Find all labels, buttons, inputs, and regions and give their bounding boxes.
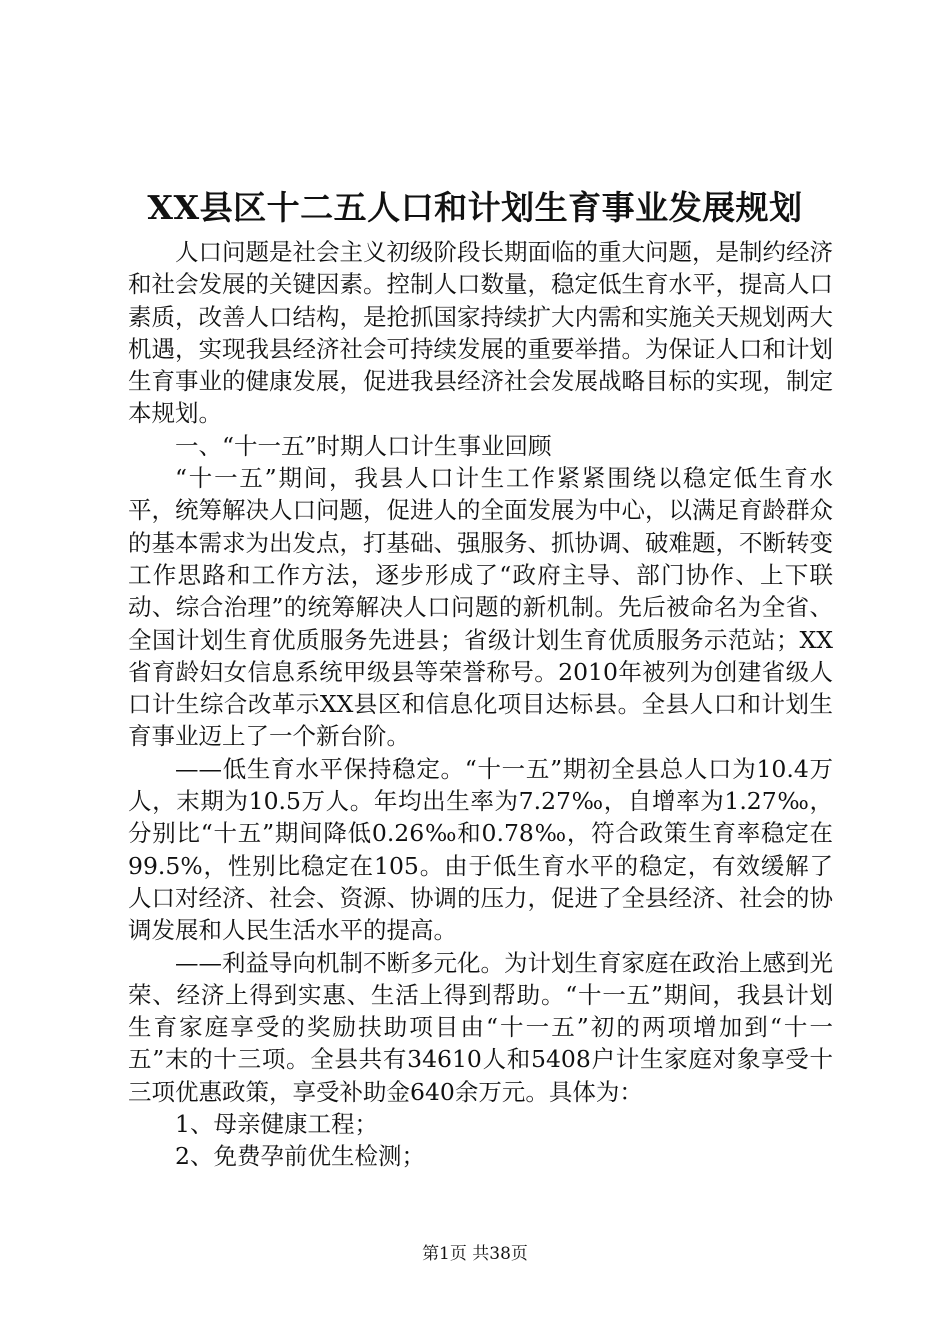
list-item: 2、免费孕前优生检测；: [175, 1142, 425, 1171]
document-title: XX县区十二五人口和计划生育事业发展规划: [147, 188, 803, 227]
paragraph-intro: 人口问题是社会主义初级阶段长期面临的重大问题，是制约经济和社会发展的关键因素。控制人口数量，稳定低生育水平，提高人口素质，改善人口结构，是抢抓国家持续扩大内需和实施关天规划两大机遇，实现我县经济社会可持续发展的重要举措。为保证人口和计划生育事业的健康发展，促进我县经济社会发展战略目标的实现，制定本规划。: [128, 238, 833, 428]
list-item: 1、母亲健康工程；: [175, 1110, 378, 1139]
section-heading: 一、“十一五”时期人口计生事业回顾: [175, 431, 552, 460]
paragraph-incentives: ——利益导向机制不断多元化。为计划生育家庭在政治上感到光荣、经济上得到实惠、生活上得到帮助。“十一五”期间，我县计划生育家庭享受的奖励扶助项目由“十一五”初的两项增加到“十一五”末的十三项。全县共有34610人和5408户计生家庭对象享受十三项优惠政策，享受补助金640余万元。具体为：: [128, 948, 833, 1106]
paragraph-fertility: ——低生育水平保持稳定。“十一五”期初全县总人口为10.4万人，末期为10.5万人。年均出生率为7.27‰，自增率为1.27‰，分别比“十五”期间降低0.26‰和0.78‰，符合政策生育率稳定在99.5%，性别比稳定在105。由于低生育水平的稳定，有效缓解了人口对经济、社会、资源、协调的压力，促进了全县经济、社会的协调发展和人民生活水平的提高。: [128, 754, 833, 945]
paragraph-review: “十一五”期间，我县人口计生工作紧紧围绕以稳定低生育水平，统筹解决人口问题，促进人的全面发展为中心，以满足育龄群众的基本需求为出发点，打基础、强服务、抓协调、破难题，不断转变工作思路和工作方法，逐步形成了“政府主导、部门协作、上下联动、综合治理”的统筹解决人口问题的新机制。先后被命名为全省、全国计划生育优质服务先进县；省级计划生育优质服务示范站；XX省育龄妇女信息系统甲级县等荣誉称号。2010年被列为创建省级人口计生综合改革示XX县区和信息化项目达标县。全县人口和计划生育事业迈上了一个新台阶。: [128, 464, 833, 751]
page-number: 第1页 共38页: [422, 1244, 528, 1264]
document-body: [128, 236, 833, 1173]
